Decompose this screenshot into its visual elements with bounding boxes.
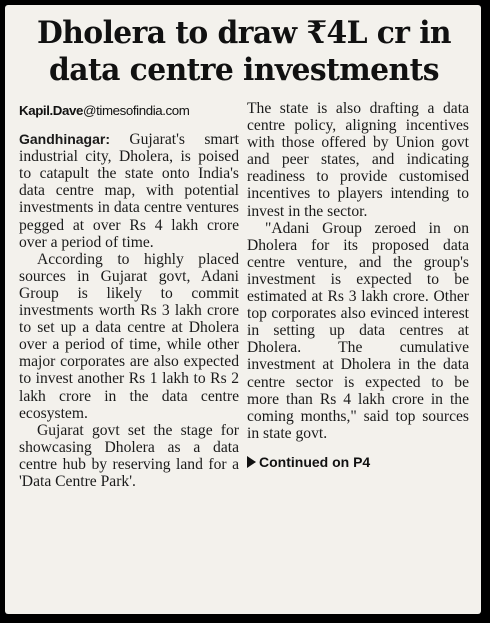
article-column-right (247, 100, 469, 490)
paragraph-2: According to highly placed sources in Gujarat govt, Adani Group is likely to commit investments worth Rs 3 lakh crore to set up a data centre at Dholera over a period of time, while other major corporates are also expected to invest another Rs 1 lakh to Rs 2 lakh crore in the data centre ecosystem. (19, 250, 239, 422)
headline (28, 15, 460, 89)
byline (19, 102, 239, 119)
headline-line-2: data centre investments (49, 52, 439, 88)
paragraph-1 (19, 131, 239, 251)
continued-label: Continued on P4 (259, 453, 371, 470)
paragraph-1-text: Gujarat's smart industrial city, Dholera, is poised to catapult the state onto India's data centre map, with potential investments in data centre ventures pegged at over Rs 4 lakh crore over a period of time. (19, 131, 239, 251)
article-column-left (19, 100, 239, 490)
byline-name: Kapil.Dave (19, 103, 83, 118)
dateline: Gandhinagar: (19, 131, 111, 148)
arrow-right-icon (247, 456, 256, 468)
paragraph-4: The state is also drafting a data centre policy, aligning incentives with those offered by Union govt and peer states, and indicating readiness to provide customised incentives to players intending to invest in the sector. (247, 100, 469, 220)
paragraph-3: Gujarat govt set the stage for showcasing Dholera as a data centre hub by reserving land for a 'Data Centre Park'. (19, 421, 239, 490)
headline-line-1: Dholera to draw ₹4L cr in (37, 15, 451, 51)
paragraph-5: "Adani Group zeroed in on Dholera for its proposed data centre venture, and the group's investment is expected to be estimated at Rs 3 lakh crore. Other top corporates also evinced interest in setting up data centres at Dholera. The cumulative investment at Dholera in the data centre sector is expected to be more than Rs 4 lakh crore in the coming months," said top sources in state govt. (247, 219, 469, 442)
newspaper-clipping (5, 5, 481, 614)
byline-email: @timesofindia.com (83, 103, 190, 118)
continued-link[interactable] (247, 454, 469, 471)
article-columns (19, 100, 469, 490)
